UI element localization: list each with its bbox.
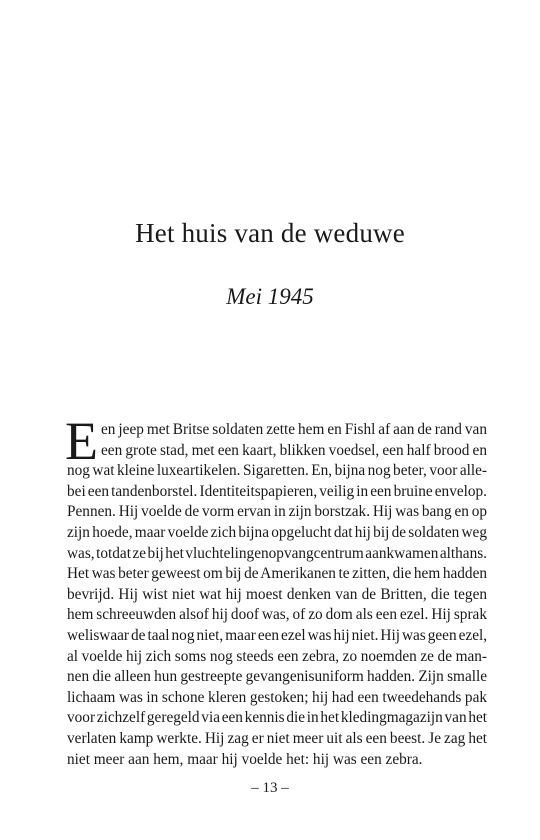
text-line: nog wat kleine luxeartikelen. Sigaretten. En, bijna nog beter, voor alle- (67, 462, 487, 480)
text-line: nen die alleen hun gestreepte gevangenisuniform hadden. Zijn smalle (67, 668, 487, 686)
text-line: verlaten kamp werkte. Hij zag er niet meer uit als een beest. Je zag het (67, 729, 487, 747)
text-line: niet meer aan hem, maar hij voelde het: hij was een zebra. (67, 750, 423, 768)
text-line: hem schreeuwden alsof hij doof was, of zo dom als een ezel. Hij sprak (67, 606, 487, 624)
text-line: was, totdat ze bij het vluchtelingenopvangcentrum aankwamen althans. (67, 544, 487, 562)
text-line: voor zichzelf geregeld via een kennis die in het kledingmagazijn van het (67, 709, 487, 727)
text-line: en jeep met Britse soldaten zette hem en Fishl af aan de rand van (101, 421, 487, 438)
text-line: weliswaar de taal nog niet, maar een ezel was hij niet. Hij was geen ezel, (67, 626, 487, 644)
text-line: zijn hoede, maar voelde zich bijna opgelucht dat hij bij de soldaten weg (67, 523, 487, 541)
text-line: Het was beter geweest om bij de Amerikanen te zitten, die hem hadden (67, 565, 487, 583)
text-line: lichaam was in schone kleren gestoken; hij had een tweedehands pak (67, 688, 487, 706)
drop-cap: E (65, 411, 98, 471)
page-number: – 13 – (251, 780, 289, 796)
body-paragraph (65, 411, 487, 770)
text-line: een grote stad, met een kaart, blikken voedsel, een half brood en (101, 441, 487, 459)
text-line: bevrijd. Hij wist niet wat hij moest denken van de Britten, die tegen (67, 585, 487, 603)
chapter-title: Het huis van de weduwe (135, 218, 405, 248)
text-line: al voelde hij zich soms nog steeds een zebra, zo noemden ze de man- (67, 647, 487, 665)
text-line: bei een tandenborstel. Identiteitspapieren, veilig in een bruine envelop. (67, 482, 487, 500)
chapter-date: Mei 1945 (226, 284, 314, 309)
text-line: Pennen. Hij voelde de vorm ervan in zijn borstzak. Hij was bang en op (67, 503, 487, 521)
